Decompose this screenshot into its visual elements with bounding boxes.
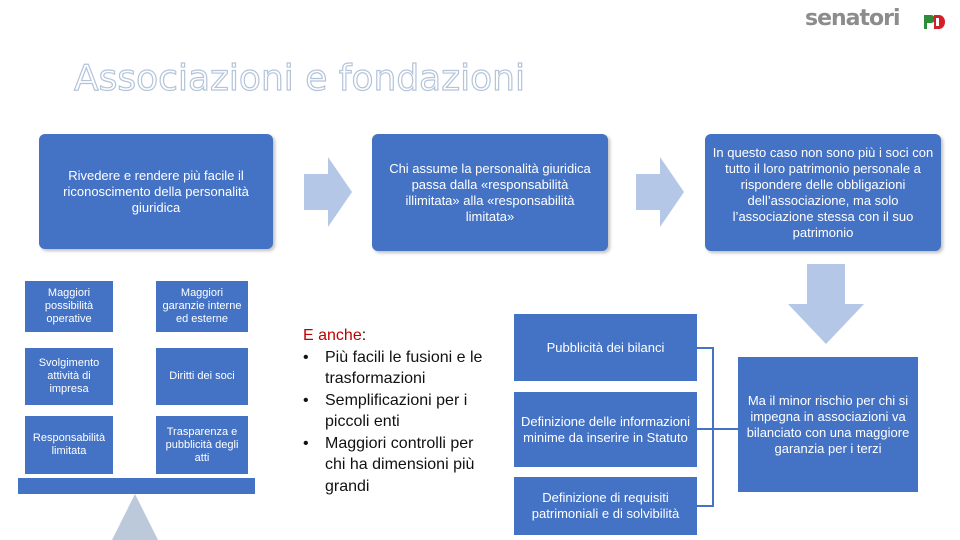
- result-box: Ma il minor rischio per chi si impegna in associazioni va bilanciato con una maggiore garanzia per i terzi: [738, 357, 918, 492]
- bracket-connector: [697, 340, 739, 520]
- anche-colon: :: [361, 327, 367, 344]
- logo-text: senatori: [805, 6, 900, 31]
- statute-info-box: Definizione delle informazioni minime da inserire in Statuto: [514, 392, 697, 467]
- right-arrow-icon: [304, 157, 352, 227]
- budget-publicity-box: Pubblicità dei bilanci: [514, 314, 697, 381]
- pd-flag-icon: [923, 13, 947, 31]
- balance-beam: [18, 478, 255, 494]
- senatori-pd-logo: [805, 6, 950, 34]
- list-item: [303, 390, 483, 433]
- balance-right-item: Maggiori garanzie interne ed esterne: [156, 281, 248, 332]
- list-item-text: Semplificazioni per i piccoli enti: [325, 391, 468, 430]
- right-arrow-icon: [636, 157, 684, 227]
- association-liability-box: In questo caso non sono più i soci con tutto il loro patrimonio personale a rispondere delle obbligazioni dell’associazione, ma solo l’associazione stessa con il suo patrimonio: [705, 134, 941, 251]
- balance-left-item: Responsabilità limitata: [25, 416, 113, 474]
- page-title: Associazioni e fondazioni: [74, 58, 525, 99]
- liability-shift-box: Chi assume la personalità giuridica passa dalla «responsabilità illimitata» alla «responsabilità limitata»: [372, 134, 608, 251]
- list-item-text: Maggiori controlli per chi ha dimensioni più grandi: [325, 434, 475, 495]
- anche-heading: E anche: [303, 327, 362, 344]
- down-arrow-icon: [788, 264, 864, 344]
- additional-points: [303, 325, 483, 497]
- additional-points-heading: [303, 325, 483, 347]
- bullet: •: [303, 434, 309, 452]
- list-item-text: Più facili le fusioni e le trasformazioni: [325, 348, 483, 387]
- balance-left-item: Svolgimento attività di impresa: [25, 348, 113, 405]
- bullet: •: [303, 348, 309, 366]
- bullet: •: [303, 391, 309, 409]
- list-item: [303, 433, 483, 498]
- list-item: [303, 347, 483, 390]
- balance-right-item: Diritti dei soci: [156, 348, 248, 405]
- balance-fulcrum: [112, 494, 158, 540]
- balance-left-item: Maggiori possibilità operative: [25, 281, 113, 332]
- balance-right-item: Trasparenza e pubblicità degli atti: [156, 416, 248, 474]
- goal-box: Rivedere e rendere più facile il riconoscimento della personalità giuridica: [39, 134, 273, 249]
- capital-requirements-box: Definizione di requisiti patrimoniali e di solvibilità: [514, 477, 697, 535]
